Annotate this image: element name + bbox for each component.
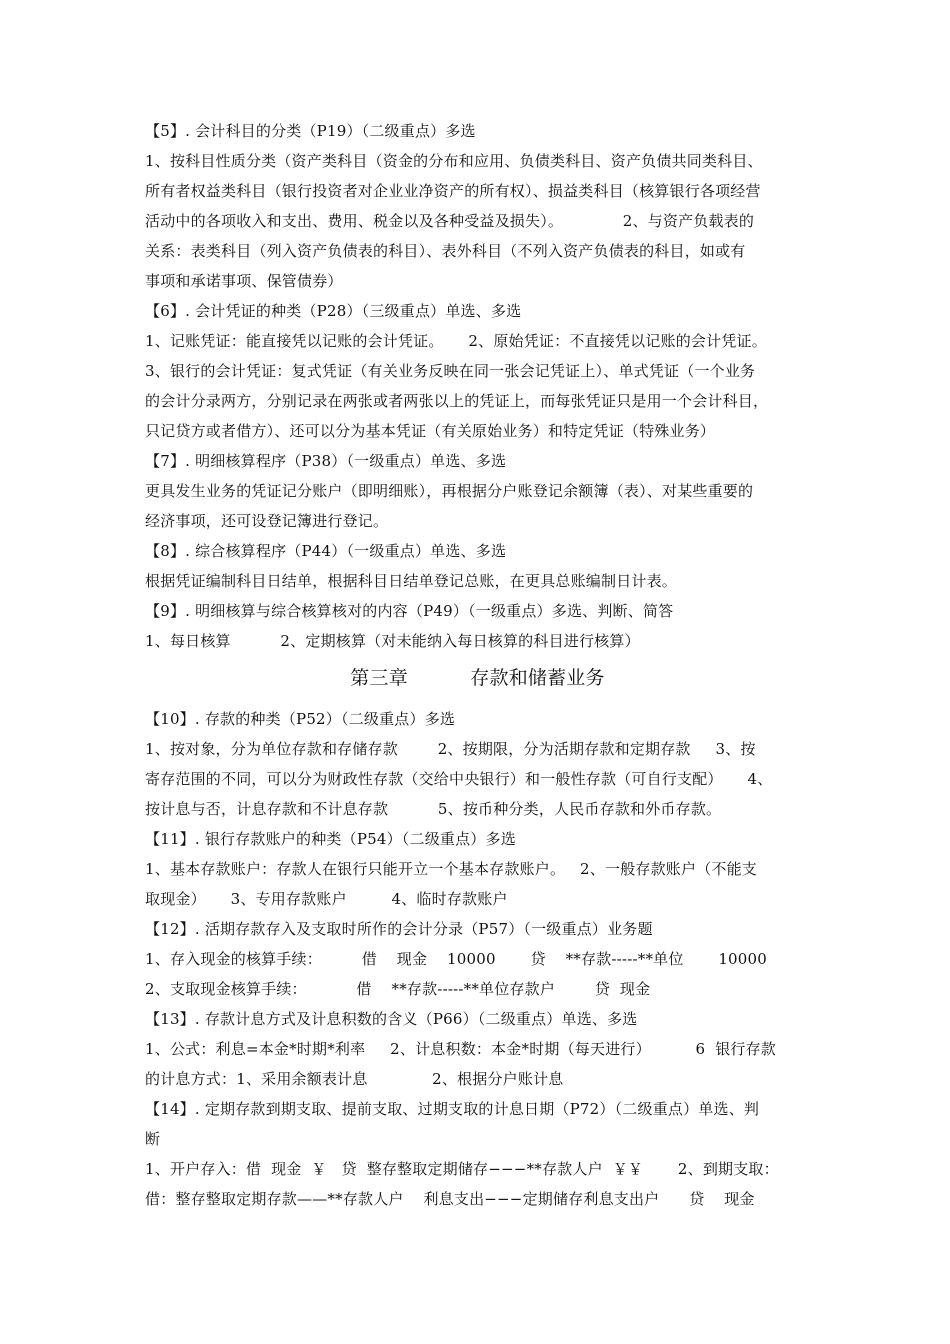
text-line: 按计息与否，计息存款和不计息存款 5、按币种分类，人民币存款和外币存款。 [145,800,722,818]
text-line: 的会计分录两方，分别记录在两张或者两张以上的凭证上，而每张凭证只是用一个会计科目， [145,392,769,410]
text-line: 1、按对象，分为单位存款和存储存款 2、按期限，分为活期存款和定期存款 3、按 [145,740,756,758]
text-line: 1、开户存入：借 现金 ￥ 贷 整存整取定期储存−−−**存款人户 ￥￥ 2、到期支取： [145,1160,779,1178]
heading-10: 【10】. 存款的种类（P52）（二级重点）多选 [145,710,456,728]
text-line: 断 [145,1130,161,1148]
text-line: 所有者权益类科目（银行投资者对企业业净资产的所有权）、损益类科目（核算银行各项经营 [145,182,761,200]
heading-5: 【5】. 会计科目的分类（P19）（二级重点）多选 [145,122,476,140]
heading-7: 【7】. 明细核算程序（P38）（一级重点）单选、多选 [145,452,507,470]
text-line: 更具发生业务的凭证记分账户（即明细账），再根据分户账登记余额簿（表）、对某些重要的 [145,482,754,500]
text-line: 活动中的各项收入和支出、费用、税金以及各种受益及损失）。 2、与资产负载表的 [145,212,755,230]
text-line: 1、基本存款账户：存款人在银行只能开立一个基本存款账户。 2、一般存款账户（不能支 [145,860,757,878]
text-line: 1、公式：利息=本金*时期*利率 2、计息积数：本金*时期（每天进行） 6 银行存款 [145,1040,776,1058]
text-line: 2、支取现金核算手续： 借 **存款-----**单位存款户 贷 现金 [145,980,651,998]
text-line: 寄存范围的不同，可以分为财政性存款（交给中央银行）和一般性存款（可自行支配） 4、 [145,770,773,788]
heading-11: 【11】. 银行存款账户的种类（P54）（二级重点）多选 [145,830,516,848]
heading-6: 【6】. 会计凭证的种类（P28）（三级重点）单选、多选 [145,302,522,320]
text-line: 借：整存整取定期存款——**存款人户 利息支出−−−定期储存利息支出户 贷 现金 [145,1190,755,1208]
text-line: 只记贷方或者借方）、还可以分为基本凭证（有关原始业务）和特定凭证（特殊业务） [145,422,716,440]
text-line: 1、每日核算 2、定期核算（对未能纳入每日核算的科目进行核算） [145,632,640,650]
document-body [145,116,810,1214]
text-line: 事项和承诺事项、保管债券） [145,272,343,290]
text-line: 1、按科目性质分类（资产类科目（资金的分布和应用、负债类科目、资产负债共同类科目、 [145,152,763,170]
text-line: 的计息方式：1、采用余额表计息 2、根据分户账计息 [145,1070,564,1088]
chapter-title: 第三章 存款和储蓄业务 [350,667,605,689]
heading-13: 【13】. 存款计息方式及计息积数的含义（P66）（二级重点）单选、多选 [145,1010,638,1028]
text-line: 根据凭证编制科目日结单，根据科目日结单登记总账，在更具总账编制日计表。 [145,572,678,590]
text-line: 经济事项，还可设登记簿进行登记。 [145,512,389,530]
heading-12: 【12】. 活期存款存入及支取时所作的会计分录（P57）（一级重点）业务题 [145,920,653,938]
heading-8: 【8】. 综合核算程序（P44）（一级重点）单选、多选 [145,542,507,560]
heading-9: 【9】. 明细核算与综合核算核对的内容（P49）（一级重点）多选、判断、简答 [145,602,674,620]
heading-14: 【14】. 定期存款到期支取、提前支取、过期支取的计息日期（P72）（二级重点）单选、判 [145,1100,760,1118]
text-line: 关系：表类科目（列入资产负债表的科目）、表外科目（不列入资产负债表的科目，如或有 [145,242,746,260]
text-line: 3、银行的会计凭证：复式凭证（有关业务反映在同一张会记凭证上）、单式凭证（一个业务 [145,362,756,380]
text-line: 1、存入现金的核算手续： 借 现金 10000 贷 **存款-----**单位 10000 [145,950,768,968]
text-line: 1、记账凭证：能直接凭以记账的会计凭证。 2、原始凭证：不直接凭以记账的会计凭证。 [145,332,767,350]
text-line: 取现金） 3、专用存款账户 4、临时存款账户 [145,890,508,908]
